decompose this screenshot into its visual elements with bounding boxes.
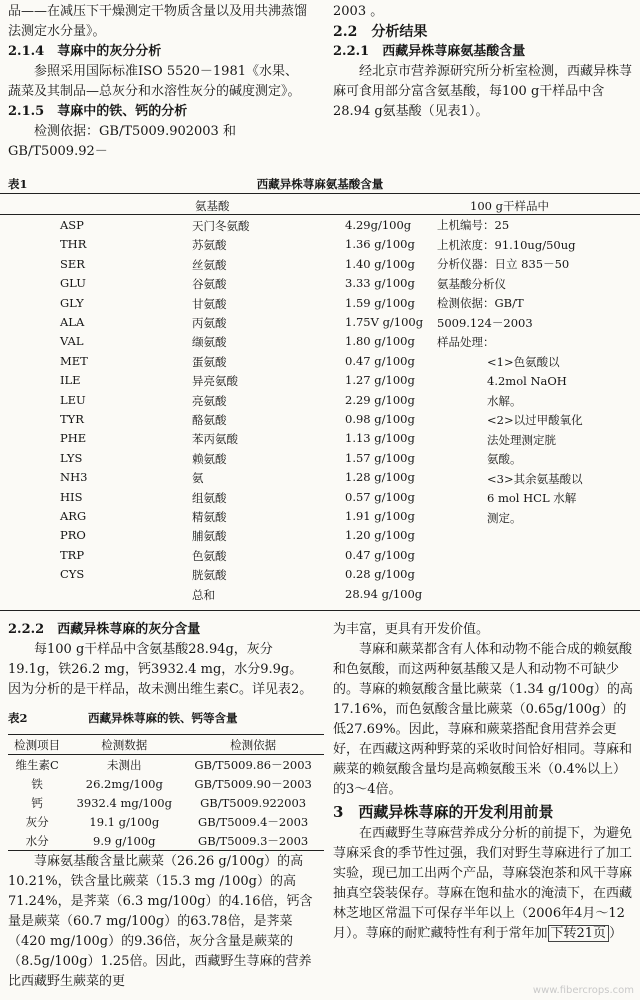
table1-header-amino: 氨基酸 bbox=[195, 199, 230, 213]
table1-note-line: 4.2mol NaOH bbox=[487, 374, 567, 388]
table2-row bbox=[8, 774, 324, 793]
table1-cell-name: 亮氨酸 bbox=[192, 393, 227, 408]
table1-cell-value: 2.29 g/100g bbox=[345, 392, 415, 407]
table1-cell-value: 1.28 g/100g bbox=[345, 470, 415, 485]
para-right-top-1: 2.2 分析结果 bbox=[333, 24, 428, 40]
table1-cell-code: ILE bbox=[60, 373, 81, 388]
table1-row bbox=[0, 528, 640, 547]
table1-note-line: 上机编号：25 bbox=[437, 218, 510, 232]
para-right-bottom-2: 3 西藏异株荨麻的开发利用前景 bbox=[333, 803, 554, 821]
left-column-top bbox=[8, 2, 310, 162]
table1-note-line: <2>以过甲酸氧化 bbox=[487, 413, 583, 427]
para-right-top-3: 经北京市营养源研究所分析室检测，西藏异株荨麻可食用部分富含氨基酸，每100 g干样品中含28.94 g氨基酸（见表1）。 bbox=[333, 64, 633, 119]
table1-cell-name: 蛋氨酸 bbox=[192, 354, 227, 369]
table1-cell-code: LYS bbox=[60, 450, 83, 465]
table2-cell: 未测出 bbox=[107, 757, 142, 772]
table2-cell: 灰分 bbox=[25, 814, 49, 829]
table1-cell-value: 1.59 g/100g bbox=[345, 295, 415, 310]
table1-cell-name: 脯氨酸 bbox=[192, 529, 227, 544]
table1-header-rule bbox=[0, 214, 640, 215]
table1-cell-code: LEU bbox=[60, 392, 86, 407]
table1-cell-name: 苯丙氨酸 bbox=[192, 432, 238, 447]
table2-body bbox=[8, 755, 324, 851]
table2-header-cell: 检测数据 bbox=[101, 737, 148, 752]
table2-cell: 9.9 g/100g bbox=[93, 833, 156, 848]
table1-cell-name: 缬氨酸 bbox=[192, 335, 227, 350]
table2-cell: 水分 bbox=[25, 833, 49, 848]
para-left-bottom-0: 荨麻氨基酸含量比蕨菜（26.26 g/100g）的高10.21%，铁含量比蕨菜（15.3 mg /100g）的高71.24%，是荠菜（6.3 mg/100g）的4.16倍，钙含量是蕨菜（60.7 mg/100g）的63.78倍，是荠菜（420 mg/100g）的9.36倍，灰分含量是蕨菜的（8.5g/100g）1.25倍。因此，西藏野生荨麻的营养比西藏野生蕨菜的更 bbox=[8, 854, 313, 989]
para-right-bottom-0: 为丰富，更具有开发价值。 bbox=[333, 622, 490, 637]
table1-note-line: 上机浓度：91.10ug/50ug bbox=[437, 237, 576, 252]
table1-amino-acids bbox=[0, 176, 640, 612]
table1-cell-name: 异亮氨酸 bbox=[192, 374, 238, 389]
table1-cell-code: GLY bbox=[60, 295, 84, 310]
site-watermark: www.fibercrops.com bbox=[532, 985, 634, 996]
table2-header-cell: 检测依据 bbox=[230, 737, 277, 752]
table1-cell-value: 1.57 g/100g bbox=[345, 450, 415, 465]
table1-cell-value: 1.91 g/100g bbox=[345, 509, 415, 523]
table1-note-line: 检测依据：GB/T bbox=[437, 296, 524, 310]
table1-note-line: 分析仪器：日立 835－50 bbox=[437, 257, 570, 271]
table1-note-line: 水解。 bbox=[487, 393, 522, 408]
table1-cell-name: 谷氨酸 bbox=[192, 277, 227, 292]
table1-cell-value: 1.36 g/100g bbox=[345, 237, 415, 252]
table1-cell-value: 1.27 g/100g bbox=[345, 373, 415, 388]
table1-cell-value: 1.13 g/100g bbox=[345, 431, 415, 446]
table1-note-line: 样品处理： bbox=[437, 335, 495, 349]
table1-cell-code: TRP bbox=[60, 547, 85, 562]
table1-cell-code: PHE bbox=[60, 431, 87, 446]
table1-cell-value: 0.47 g/100g bbox=[345, 353, 415, 368]
right-column-top bbox=[333, 2, 635, 122]
para-right-top-2: 2.2.1 西藏异株荨麻氨基酸含量 bbox=[333, 44, 526, 59]
para-left-top-2: 参照采用国际标准ISO 5520－1981《水果、蔬菜及其制品—总灰分和水溶性灰分的碱度测定》。 bbox=[8, 64, 301, 99]
table2-iron-calcium bbox=[8, 710, 324, 851]
left-column-bottom bbox=[8, 852, 313, 992]
table1-note-line: <1>色氨酸以 bbox=[487, 354, 560, 369]
table1-cell-name: 精氨酸 bbox=[192, 510, 227, 524]
table2-row bbox=[8, 793, 324, 812]
para-right-bottom-1: 荨麻和蕨菜都含有人体和动物不能合成的赖氨酸和色氨酸，而这两种氨基酸又是人和动物不可缺少的。荨麻的赖氨酸含量比蕨菜（1.34 g/100g）的高17.16%，而色氨酸含量比蕨菜（0.65g/100g）的低27.69%。因此，荨麻和蕨菜搭配食用营养会更好，在西藏这两种野菜的采收时间恰好相同。荨麻和蕨菜的赖氨酸含量均是高赖氨酸玉米（0.4%以上）的3～4倍。 bbox=[333, 642, 633, 797]
table2-cell: GB/T5009.86－2003 bbox=[194, 757, 312, 772]
table1-cell-name: 酪氨酸 bbox=[192, 413, 227, 427]
table1-cell-value: 1.20 g/100g bbox=[345, 528, 415, 543]
para-right-top-0: 2003 。 bbox=[333, 4, 384, 19]
table1-cell-value: 0.47 g/100g bbox=[345, 547, 415, 562]
table2-grid bbox=[8, 734, 324, 851]
table1-note-line: 5009.124－2003 bbox=[437, 315, 533, 330]
continued-on-page-note: 下转21页 bbox=[548, 925, 610, 942]
table2-cell: GB/T5009.3－2003 bbox=[198, 833, 309, 848]
table1-cell-code: NH3 bbox=[60, 470, 88, 485]
table1-cell-name: 氨 bbox=[192, 471, 204, 486]
table1-cell-value: 4.29g/100g bbox=[345, 218, 412, 232]
table1-cell-code: PRO bbox=[60, 528, 86, 543]
table1-cell-code: ALA bbox=[60, 315, 85, 329]
table1-cell-name: 色氨酸 bbox=[192, 548, 227, 563]
para-right-bottom-3: 在西藏野生荨麻营养成分分析的前提下，为避免荨麻采食的季节性过强，我们对野生荨麻进行了加工实验，现已加工出两个产品，荨麻袋泡茶和风干荨麻抽真空袋装保存。荨麻在饱和盐水的淹渍下，在西藏林芝地区常温下可保存半年以上（2006年4月～12月）。荨麻的耐贮藏特性有利于常年加 下转21页 ） bbox=[333, 826, 633, 941]
table2-cell: 26.2mg/100g bbox=[85, 776, 163, 791]
table1-cell-name: 赖氨酸 bbox=[192, 451, 227, 466]
right-column-bottom bbox=[333, 620, 635, 944]
table1-cell-value: 1.40 g/100g bbox=[345, 256, 415, 271]
table1-note-line: 法处理测定胱 bbox=[487, 432, 556, 447]
table1-row bbox=[0, 548, 640, 567]
table1-cell-code: HIS bbox=[60, 489, 83, 504]
table1-cell-name: 胱氨酸 bbox=[192, 568, 227, 583]
table1-label: 表1 bbox=[8, 177, 28, 191]
table1-cell-value: 0.98 g/100g bbox=[345, 412, 415, 426]
table1-cell-value: 28.94 g/100g bbox=[345, 586, 423, 601]
para-left-top-0: 品——在减压下干燥测定干物质含量以及用共沸蒸馏法测定水分量》。 bbox=[8, 4, 308, 39]
table1-header-sample: 100 g干样品中 bbox=[470, 199, 549, 213]
table1-cell-code: GLU bbox=[60, 276, 86, 291]
table1-cell-name: 组氨酸 bbox=[192, 490, 227, 505]
table2-cell: GB/T5009.90－2003 bbox=[194, 776, 312, 791]
table2-caption: 西藏异株荨麻的铁、钙等含量 bbox=[88, 711, 238, 725]
table1-cell-value: 3.33 g/100g bbox=[345, 276, 415, 291]
table2-cell: 19.1 g/100g bbox=[89, 814, 160, 829]
table1-cell-name: 甘氨酸 bbox=[192, 296, 227, 311]
table2-row bbox=[8, 755, 324, 775]
table1-note-line: 6 mol HCL 水解 bbox=[487, 491, 577, 505]
table1-cell-value: 1.80 g/100g bbox=[345, 334, 415, 349]
table2-title bbox=[8, 710, 324, 728]
continued-note-close: ） bbox=[609, 926, 623, 941]
table1-cell-code: SER bbox=[60, 256, 85, 271]
table2-cell: 钙 bbox=[31, 795, 43, 810]
table1-cell-name: 丝氨酸 bbox=[192, 257, 227, 272]
table1-note-line: 氨酸。 bbox=[487, 452, 522, 466]
table2-cell: 维生素C bbox=[15, 757, 59, 772]
table1-cell-value: 0.28 g/100g bbox=[345, 567, 415, 582]
table1-cell-name: 天门冬氨酸 bbox=[192, 219, 250, 233]
table1-title bbox=[0, 176, 640, 192]
table1-caption: 西藏异株荨麻氨基酸含量 bbox=[256, 177, 384, 191]
table1-row bbox=[0, 587, 640, 606]
table1-cell-code: CYS bbox=[60, 567, 85, 582]
table1-top-rule bbox=[0, 193, 640, 194]
table1-notes bbox=[437, 216, 637, 528]
para-left-top-3: 2.1.5 荨麻中的铁、钙的分析 bbox=[8, 104, 188, 119]
para-left-mid-1: 每100 g干样品中含氨基酸28.94g，灰分19.1g，铁26.2 mg，钙3932.4 mg，水分9.9g。因为分析的是干样品，故未测出维生素C。详见表2。 bbox=[8, 642, 313, 697]
table2-header-row bbox=[8, 735, 324, 755]
table1-cell-name: 丙氨酸 bbox=[192, 316, 227, 330]
table2-cell: GB/T5009.4－2003 bbox=[198, 814, 309, 829]
table1-cell-code: ARG bbox=[60, 509, 87, 523]
para-left-top-1: 2.1.4 荨麻中的灰分分析 bbox=[8, 44, 162, 59]
table1-row bbox=[0, 567, 640, 586]
table2-cell: GB/T5009.922003 bbox=[200, 795, 307, 810]
para-left-top-4: 检测依据：GB/T5009.902003 和 GB/T5009.92－ bbox=[8, 124, 236, 159]
table1-cell-value: 0.57 g/100g bbox=[345, 489, 415, 504]
table2-row bbox=[8, 812, 324, 831]
table1-note-line: <3>其余氨基酸以 bbox=[487, 471, 583, 486]
table1-cell-code: VAL bbox=[60, 334, 84, 349]
para-left-mid-0: 2.2.2 西藏异株荨麻的灰分含量 bbox=[8, 622, 201, 637]
table1-cell-code: ASP bbox=[60, 218, 84, 232]
table1-cell-code: THR bbox=[60, 237, 87, 252]
table1-cell-value: 1.75V g/100g bbox=[345, 315, 424, 329]
table1-bottom-rule bbox=[0, 610, 640, 611]
left-column-middle bbox=[8, 620, 313, 700]
table1-cell-name: 总和 bbox=[192, 587, 215, 602]
table1-cell-name: 苏氨酸 bbox=[192, 238, 227, 253]
table1-cell-code: MET bbox=[60, 353, 88, 368]
table2-row bbox=[8, 831, 324, 851]
table2-header-cell: 检测项目 bbox=[14, 737, 61, 752]
table2-cell: 3932.4 mg/100g bbox=[76, 795, 172, 810]
table2-label: 表2 bbox=[8, 711, 28, 725]
table1-cell-code: TYR bbox=[60, 412, 84, 426]
table1-note-line: 氨基酸分析仪 bbox=[437, 276, 506, 291]
table1-note-line: 测定。 bbox=[487, 510, 522, 525]
table2-cell: 铁 bbox=[31, 776, 43, 791]
